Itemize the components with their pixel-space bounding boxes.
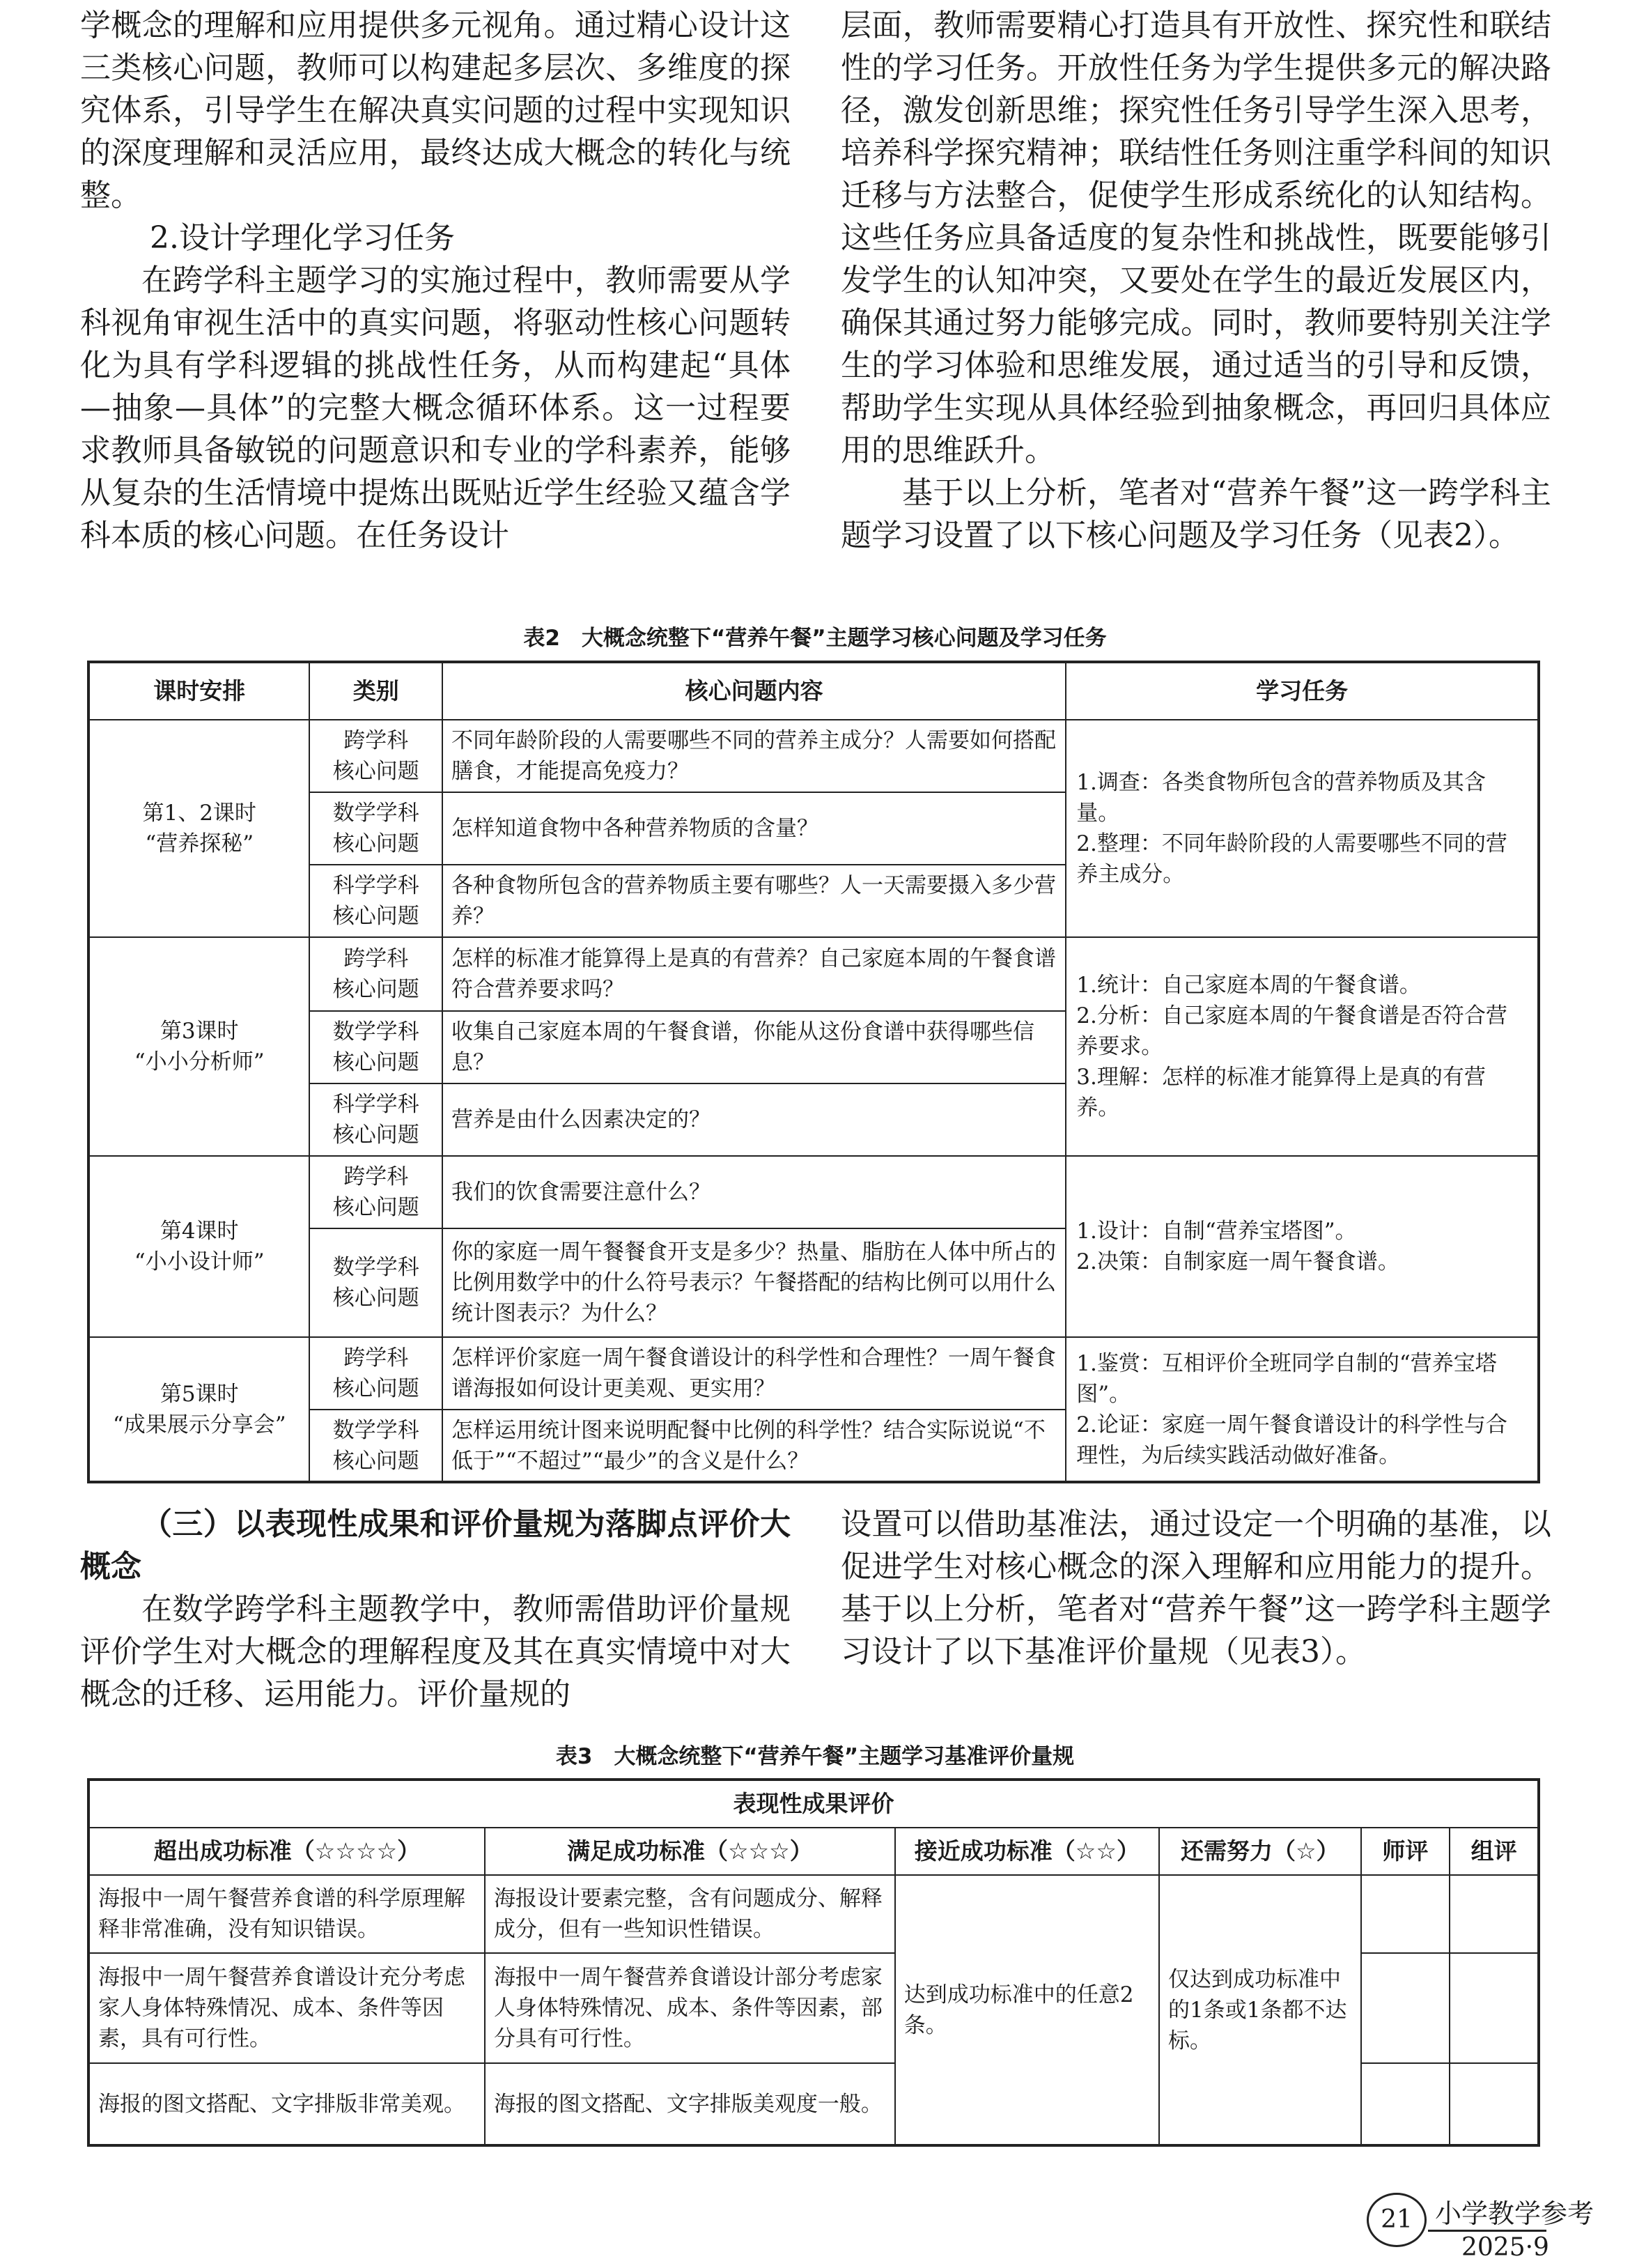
- rubric-cell: 海报的图文搭配、文字排版美观度一般。: [485, 2063, 895, 2145]
- group-score-cell: [1450, 1875, 1539, 1953]
- column-header: 课时安排: [88, 662, 309, 720]
- category-cell: 跨学科 核心问题: [309, 720, 442, 792]
- core-questions-table: [87, 661, 1540, 1483]
- column-header: 接近成功标准（☆☆）: [895, 1828, 1159, 1875]
- category-cell: 数学学科 核心问题: [309, 792, 442, 865]
- category-cell: 科学学科 核心问题: [309, 865, 442, 937]
- table-title-row: [88, 1780, 1539, 1828]
- journal-title: 小学教学参考: [1435, 2198, 1594, 2229]
- page-number: 21: [1367, 2193, 1427, 2247]
- text-column-left-top: [80, 4, 791, 557]
- question-cell: 不同年龄阶段的人需要哪些不同的营养主成分？人需要如何搭配膳食，才能提高免疫力？: [442, 720, 1066, 792]
- session-cell: 第5课时 “成果展示分享会”: [88, 1337, 309, 1482]
- table-header-row: [88, 662, 1539, 720]
- paragraph: 学概念的理解和应用提供多元视角。通过精心设计这三类核心问题，教师可以构建起多层次、多维度的探究体系，引导学生在解决真实问题的过程中实现知识的深度理解和灵活应用，最终达成大概念的转化与统整。: [80, 8, 791, 213]
- task-cell: 1.统计：自己家庭本周的午餐食谱。 2.分析：自己家庭本周的午餐食谱是否符合营养要求。 3.理解：怎样的标准才能算得上是真的有营养。: [1066, 937, 1539, 1156]
- table-row: [88, 1337, 1539, 1410]
- table-caption: 表2 大概念统整下“营养午餐”主题学习核心问题及学习任务: [523, 626, 1107, 651]
- rubric-cell: 海报的图文搭配、文字排版非常美观。: [88, 2063, 485, 2145]
- category-cell: 跨学科 核心问题: [309, 1156, 442, 1228]
- teacher-score-cell: [1361, 1953, 1450, 2063]
- text-column-right-bottom: [841, 1503, 1551, 1673]
- text-column-left-bottom: [80, 1503, 791, 1715]
- question-cell: 营养是由什么因素决定的？: [442, 1083, 1066, 1156]
- rubric-cell: 达到成功标准中的任意2条。: [895, 1875, 1159, 2145]
- paragraph: 基于以上分析，笔者对“营养午餐”这一跨学科主题学习设置了以下核心问题及学习任务（见表2）。: [841, 475, 1551, 553]
- question-cell: 我们的饮食需要注意什么？: [442, 1156, 1066, 1228]
- question-cell: 怎样运用统计图来说明配餐中比例的科学性？结合实际说说“不低于”“不超过”“最少”的含义是什么？: [442, 1410, 1066, 1482]
- category-cell: 跨学科 核心问题: [309, 1337, 442, 1410]
- paragraph: 设置可以借助基准法，通过设定一个明确的基准，以促进学生对核心概念的深入理解和应用能力的提升。基于以上分析，笔者对“营养午餐”这一跨学科主题学习设计了以下基准评价量规（见表3）。: [841, 1506, 1551, 1669]
- rubric-cell: 海报中一周午餐营养食谱设计部分考虑家人身体特殊情况、成本、条件等因素，部分具有可行性。: [485, 1953, 895, 2063]
- paragraph: 层面，教师需要精心打造具有开放性、探究性和联结性的学习任务。开放性任务为学生提供多元的解决路径，激发创新思维；探究性任务引导学生深入思考，培养科学探究精神；联结性任务则注重学科间的知识迁移与方法整合，促使学生形成系统化的认知结构。这些任务应具备适度的复杂性和挑战性，既要能够引发学生的认知冲突，又要处在学生的最近发展区内，确保其通过努力能够完成。同时，教师要特别关注学生的学习体验和思维发展，通过适当的引导和反馈，帮助学生实现从具体经验到抽象概念，再回归具体应用的思维跃升。: [841, 8, 1551, 468]
- category-cell: 数学学科 核心问题: [309, 1228, 442, 1337]
- group-score-cell: [1450, 1953, 1539, 2063]
- teacher-score-cell: [1361, 1875, 1450, 1953]
- section-heading: 2.设计学理化学习任务: [150, 220, 455, 256]
- column-header: 类别: [309, 662, 442, 720]
- paragraph: 在数学跨学科主题教学中，教师需借助评价量规评价学生对大概念的理解程度及其在真实情境中对大概念的迁移、运用能力。评价量规的: [80, 1591, 791, 1712]
- question-cell: 各种食物所包含的营养物质主要有哪些？人一天需要摄入多少营养？: [442, 865, 1066, 937]
- table-title: 表现性成果评价: [88, 1780, 1539, 1828]
- category-cell: 数学学科 核心问题: [309, 1410, 442, 1482]
- table-row: [88, 1156, 1539, 1228]
- category-cell: 数学学科 核心问题: [309, 1011, 442, 1083]
- section-heading: （三）以表现性成果和评价量规为落脚点评价大概念: [80, 1506, 791, 1584]
- rubric-table: [87, 1778, 1540, 2147]
- question-cell: 怎样知道食物中各种营养物质的含量？: [442, 792, 1066, 865]
- table-header-row: [88, 1828, 1539, 1875]
- teacher-score-cell: [1361, 2063, 1450, 2145]
- column-header: 核心问题内容: [442, 662, 1066, 720]
- issue-date: 2025·9: [1461, 2233, 1549, 2262]
- rubric-cell: 海报设计要素完整，含有问题成分、解释成分，但有一些知识性错误。: [485, 1875, 895, 1953]
- column-header: 超出成功标准（☆☆☆☆）: [88, 1828, 485, 1875]
- task-cell: 1.鉴赏：互相评价全班同学自制的“营养宝塔图”。 2.论证：家庭一周午餐食谱设计的科学性与合理性，为后续实践活动做好准备。: [1066, 1337, 1539, 1482]
- paragraph: 在跨学科主题学习的实施过程中，教师需要从学科视角审视生活中的真实问题，将驱动性核心问题转化为具有学科逻辑的挑战性任务，从而构建起“具体—抽象—具体”的完整大概念循环体系。这一过程要求教师具备敏锐的问题意识和专业的学科素养，能够从复杂的生活情境中提炼出既贴近学生经验又蕴含学科本质的核心问题。在任务设计: [80, 263, 791, 553]
- question-cell: 你的家庭一周午餐餐食开支是多少？热量、脂肪在人体中所占的比例用数学中的什么符号表示？午餐搭配的结构比例可以用什么统计图表示？为什么？: [442, 1228, 1066, 1337]
- table-row: [88, 937, 1539, 1011]
- rubric-cell: 仅达到成功标准中的1条或1条都不达标。: [1159, 1875, 1360, 2145]
- column-header: 满足成功标准（☆☆☆）: [485, 1828, 895, 1875]
- question-cell: 怎样的标准才能算得上是真的有营养？自己家庭本周的午餐食谱符合营养要求吗？: [442, 937, 1066, 1011]
- table-row: [88, 720, 1539, 792]
- category-cell: 跨学科 核心问题: [309, 937, 442, 1011]
- column-header: 学习任务: [1066, 662, 1539, 720]
- table-caption: 表3 大概念统整下“营养午餐”主题学习基准评价量规: [555, 1744, 1075, 1769]
- session-cell: 第1、2课时 “营养探秘”: [88, 720, 309, 937]
- question-cell: 收集自己家庭本周的午餐食谱，你能从这份食谱中获得哪些信息？: [442, 1011, 1066, 1083]
- column-header: 还需努力（☆）: [1159, 1828, 1360, 1875]
- task-cell: 1.设计：自制“营养宝塔图”。 2.决策：自制家庭一周午餐食谱。: [1066, 1156, 1539, 1337]
- task-cell: 1.调查：各类食物所包含的营养物质及其含量。 2.整理：不同年龄阶段的人需要哪些不同的营养主成分。: [1066, 720, 1539, 937]
- column-header: 组评: [1450, 1828, 1539, 1875]
- rubric-cell: 海报中一周午餐营养食谱的科学原理解释非常准确，没有知识错误。: [88, 1875, 485, 1953]
- table-row: [88, 1875, 1539, 1953]
- category-cell: 科学学科 核心问题: [309, 1083, 442, 1156]
- column-header: 师评: [1361, 1828, 1450, 1875]
- group-score-cell: [1450, 2063, 1539, 2145]
- question-cell: 怎样评价家庭一周午餐食谱设计的科学性和合理性？一周午餐食谱海报如何设计更美观、更实用？: [442, 1337, 1066, 1410]
- session-cell: 第4课时 “小小设计师”: [88, 1156, 309, 1337]
- text-column-right-top: [841, 4, 1551, 557]
- rubric-cell: 海报中一周午餐营养食谱设计充分考虑家人身体特殊情况、成本、条件等因素，具有可行性。: [88, 1953, 485, 2063]
- session-cell: 第3课时 “小小分析师”: [88, 937, 309, 1156]
- footer-divider: [1428, 2230, 1546, 2232]
